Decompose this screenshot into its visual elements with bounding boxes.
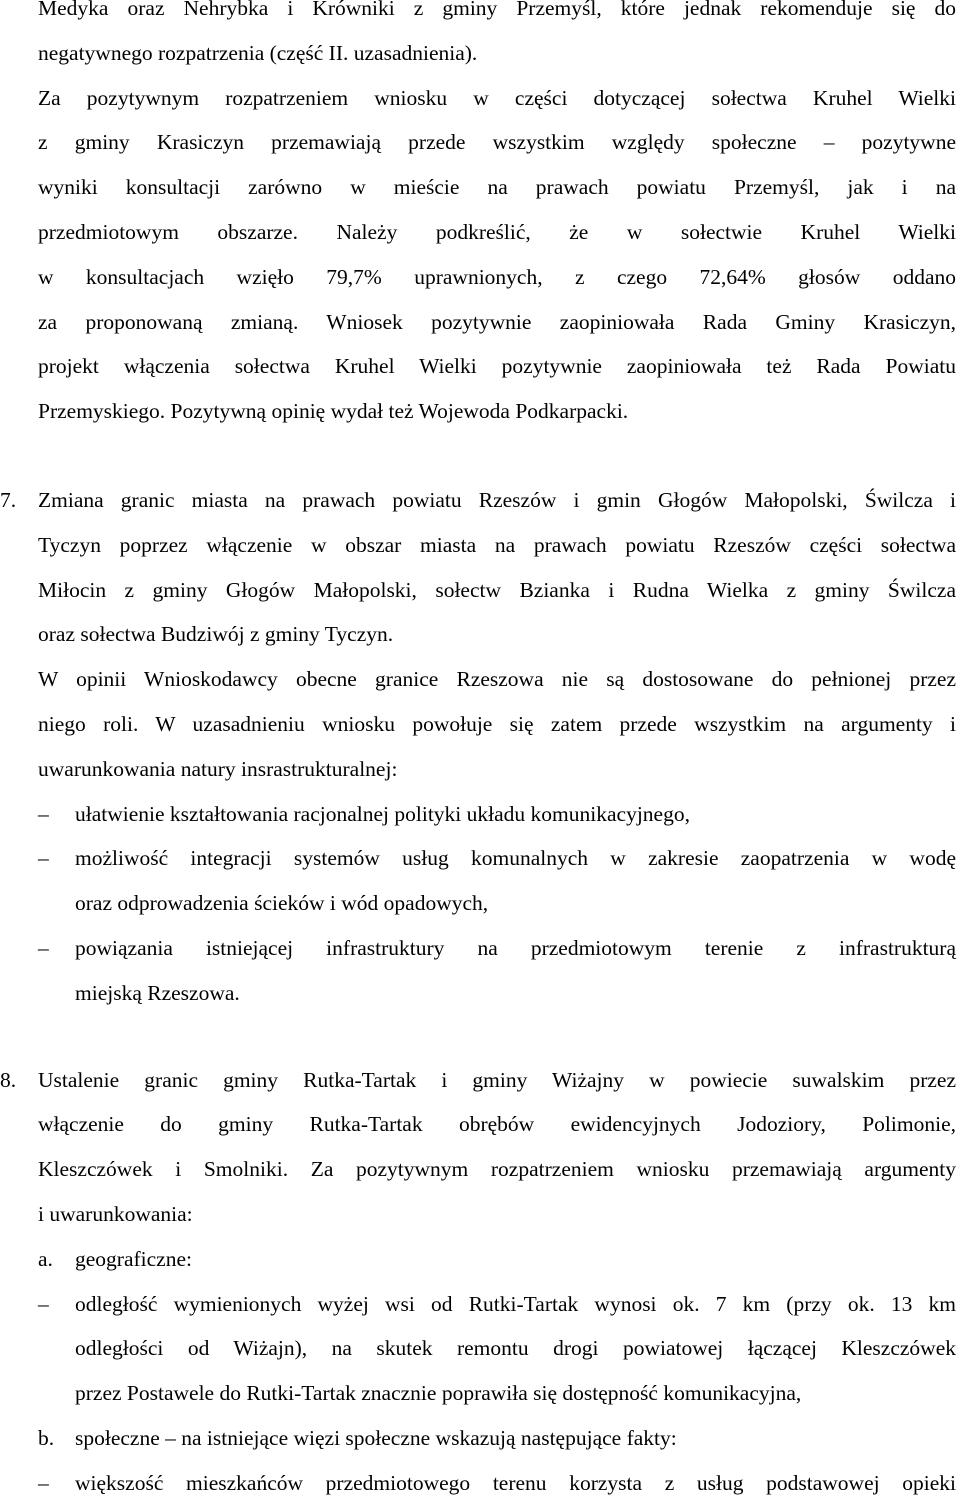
spacer [38,434,956,478]
text-line: Za pozytywnym rozpatrzeniem wniosku w części dotyczącej sołectwa Kruhel Wielki [38,85,956,110]
text-line: niego roli. W uzasadnieniu wniosku powołuje się zatem przede wszystkim na argumenty i [38,711,956,736]
text-line: Zmiana granic miasta na prawach powiatu Rzeszów i gmin Głogów Małopolski, Świlcza i [38,487,956,512]
list-item [38,792,956,837]
list-item [38,1461,956,1506]
text-line: z gminy Krasiczyn przemawiają przede wszystkim względy społeczne – pozytywne [38,130,956,155]
text-line: negatywnego rozpatrzenia (część II. uzasadnienia). [38,40,478,65]
text-line: społeczne – na istniejące więzi społeczne wskazują następujące fakty: [75,1425,677,1450]
text-line: włączenie do gminy Rutka-Tartak obrębów ewidencyjnych Jodoziory, Polimonie, [38,1112,956,1137]
text-line: przedmiotowym obszarze. Należy podkreślić, że w sołectwie Kruhel Wielki [38,219,956,244]
text-line: Ustalenie granic gminy Rutka-Tartak i gminy Wiżajny w powiecie suwalskim przez [38,1067,956,1092]
dash-bullet: – [38,846,49,871]
text-line: Tyczyn poprzez włączenie w obszar miasta na prawach powiatu Rzeszów części sołectwa [38,532,956,557]
section-8-heading-line: 8. Ustalenie granic gminy Rutka-Tartak i gminy Wiżajny w powiecie suwalskim przez [38,1058,956,1103]
sub-item-label: a. [38,1246,53,1271]
text-line: geograficzne: [75,1246,192,1271]
section-7-heading-line: 7. Zmiana granic miasta na prawach powiatu Rzeszów i gmin Głogów Małopolski, Świlcza i [38,478,956,523]
list-item [38,926,956,971]
spacer [38,1016,956,1058]
text-line: oraz odprowadzenia ścieków i wód opadowych, [75,891,489,916]
text-line: miejską Rzeszowa. [75,980,240,1005]
text-line: większość mieszkańców przedmiotowego terenu korzysta z usług podstawowej opieki [75,1470,956,1495]
text-line: Przemyskiego. Pozytywną opinię wydał też Wojewoda Podkarpacki. [38,399,629,424]
text-line: projekt włączenia sołectwa Kruhel Wielki pozytywnie zaopiniowała też Rada Powiatu [38,354,956,379]
dash-bullet: – [38,935,49,960]
text-line: ułatwienie kształtowania racjonalnej polityki układu komunikacyjnego, [75,801,690,826]
text-line: możliwość integracji systemów usług komunalnych w zakresie zaopatrzenia w wodę [75,846,956,871]
text-line: uwarunkowania natury insrastrukturalnej: [38,756,398,781]
dash-bullet: – [38,1470,49,1495]
text-line: oraz sołectwa Budziwój z gminy Tyczyn. [38,622,394,647]
list-item [38,1282,956,1327]
text-line: powiązania istniejącej infrastruktury na przedmiotowym terenie z infrastrukturą [75,935,956,960]
text-line: odległość wymienionych wyżej wsi od Rutki-Tartak wynosi ok. 7 km (przy ok. 13 km [75,1291,956,1316]
paragraph-kruhel-wielki [38,76,956,434]
text-line: przez Postawele do Rutki-Tartak znacznie poprawiła się dostępność komunikacyjna, [75,1381,802,1406]
text-line: wyniki konsultacji zarówno w mieście na prawach powiatu Przemyśl, jak i na [38,175,956,200]
list-item [38,836,956,881]
text-line: i uwarunkowania: [38,1201,193,1226]
sub-item-label: b. [38,1425,55,1450]
paragraph-continuation [38,0,956,76]
section-7 [0,478,956,1016]
section-8 [0,1058,956,1506]
text-line: Miłocin z gminy Głogów Małopolski, sołectw Bzianka i Rudna Wielka z gminy Świlcza [38,577,956,602]
text-line: odległości od Wiżajn), na skutek remontu drogi powiatowej łączącej Kleszczówek [75,1336,956,1361]
dash-bullet: – [38,1291,49,1316]
dash-bullet: – [38,801,49,826]
text-line: za proponowaną zmianą. Wniosek pozytywnie zaopiniowała Rada Gminy Krasiczyn, [38,309,956,334]
text-line: Medyka oraz Nehrybka i Krówniki z gminy Przemyśl, które jednak rekomenduje się do [38,0,956,20]
text-line: W opinii Wnioskodawcy obecne granice Rzeszowa nie są dostosowane do pełnionej przez [38,667,956,692]
text-line: Kleszczówek i Smolniki. Za pozytywnym rozpatrzeniem wniosku przemawiają argumenty [38,1157,956,1182]
text-line: w konsultacjach wzięło 79,7% uprawnionych, z czego 72,64% głosów oddano [38,264,956,289]
sub-item-a [38,1237,956,1282]
sub-item-b [38,1416,956,1461]
